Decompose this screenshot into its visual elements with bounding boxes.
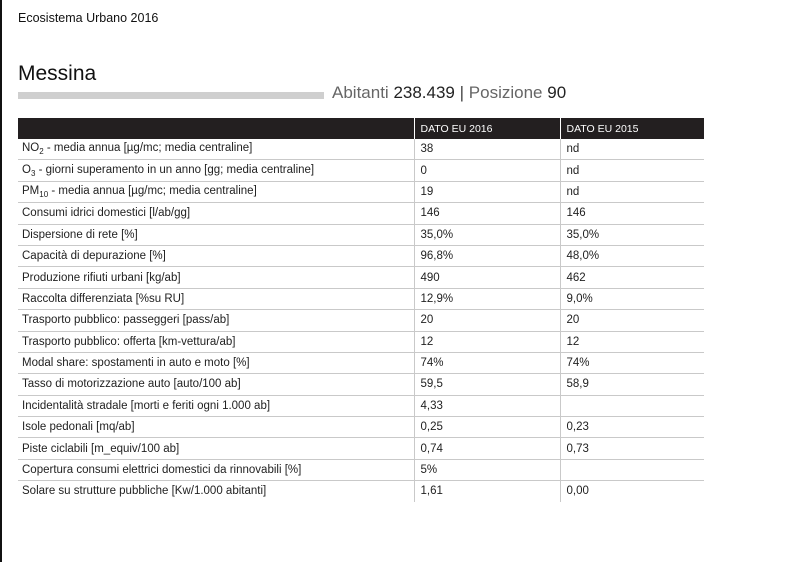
indicator-label: Copertura consumi elettrici domestici da rinnovabili [%] [18,459,414,480]
value-2016: 1,61 [414,481,560,502]
indicator-label [18,181,414,202]
city-stats [332,83,566,103]
value-2015: 0,00 [560,481,704,502]
indicator-label-main: PM [22,184,40,197]
indicator-label-subscript: 2 [39,147,44,157]
table-row [18,267,704,288]
indicator-label: Raccolta differenziata [%su RU] [18,288,414,309]
value-2016: 74% [414,352,560,373]
value-2015: nd [560,139,704,160]
indicator-label: Isole pedonali [mq/ab] [18,417,414,438]
indicator-label: Tasso di motorizzazione auto [auto/100 ab] [18,374,414,395]
value-2015: 20 [560,310,704,331]
value-2016: 19 [414,181,560,202]
value-2015: 58,9 [560,374,704,395]
table-row [18,374,704,395]
indicator-label: Consumi idrici domestici [l/ab/gg] [18,203,414,224]
abitanti-label: Abitanti [332,83,389,102]
indicator-label: Solare su strutture pubbliche [Kw/1.000 abitanti] [22,485,267,498]
value-2016: 0,74 [414,438,560,459]
abitanti-value: 238.439 [393,83,455,102]
value-2016: 20 [414,310,560,331]
table-row [18,224,704,245]
value-2015: 48,0% [560,245,704,266]
indicator-label: Piste ciclabili [m_equiv/100 ab] [18,438,414,459]
table-row [18,181,704,202]
value-2015 [560,459,704,480]
table-body [18,139,704,502]
value-2015: 146 [560,203,704,224]
value-2015: 35,0% [560,224,704,245]
title-underline-bar [18,92,324,99]
indicator-label: Capacità di depurazione [%] [18,245,414,266]
indicator-label-main: O [22,163,31,176]
value-2015: 0,23 [560,417,704,438]
indicator-label: Modal share: spostamenti in auto e moto [%] [18,352,414,373]
indicator-label-rest: - media annua [µg/mc; media centraline] [48,184,257,197]
table-row [18,288,704,309]
indicator-label: Dispersione di rete [%] [18,224,414,245]
table-row [18,395,704,416]
table-row [18,459,704,480]
table-row [18,438,704,459]
indicator-label-subscript: 10 [39,189,49,199]
value-2016: 0,25 [414,417,560,438]
stats-separator: | [459,83,465,102]
posizione-label: Posizione [468,83,543,102]
value-2016: 4,33 [414,395,560,416]
value-2016: 35,0% [414,224,560,245]
value-2016: 59,5 [414,374,560,395]
header-dato-eu-2016: DATO EU 2016 [414,118,560,139]
indicator-label-subscript: 3 [30,168,36,178]
city-name: Messina [18,62,97,85]
value-2015: 0,73 [560,438,704,459]
value-2016: 5% [414,459,560,480]
value-2015 [560,395,704,416]
table-header-row [18,118,704,139]
indicator-label: Produzione rifiuti urbani [kg/ab] [18,267,414,288]
value-2015: 462 [560,267,704,288]
indicator-label: Trasporto pubblico: offerta [km-vettura/ab] [18,331,414,352]
header-dato-eu-2015: DATO EU 2015 [560,118,704,139]
value-2015: nd [560,181,704,202]
indicators-table [18,118,704,502]
table-row [18,481,704,502]
table-row [18,310,704,331]
value-2016: 12 [414,331,560,352]
page-left-border [0,0,2,562]
header-indicator [18,118,414,139]
value-2016: 12,9% [414,288,560,309]
indicator-label: Trasporto pubblico: passeggeri [pass/ab] [18,310,414,331]
table-row [18,245,704,266]
table-row [18,331,704,352]
table-row [18,160,704,181]
value-2015: 12 [560,331,704,352]
table-row [18,417,704,438]
value-2016: 146 [414,203,560,224]
table-row [18,203,704,224]
value-2015: nd [560,160,704,181]
value-2015: 74% [560,352,704,373]
posizione-value: 90 [547,83,567,102]
table-row [18,352,704,373]
value-2016: 490 [414,267,560,288]
value-2016: 0 [414,160,560,181]
report-title: Ecosistema Urbano 2016 [18,11,159,25]
indicator-label-rest: - giorni superamento in un anno [gg; media centraline] [35,163,315,176]
indicator-label-rest: - media annua [µg/mc; media centraline] [43,142,253,155]
indicator-label-main: NO [22,142,40,155]
value-2016: 38 [414,139,560,160]
table-row [18,139,704,160]
value-2016: 96,8% [414,245,560,266]
indicator-label: Incidentalità stradale [morti e feriti ogni 1.000 ab] [18,395,414,416]
indicator-label [18,160,414,181]
value-2015: 9,0% [560,288,704,309]
indicator-label [18,139,414,160]
